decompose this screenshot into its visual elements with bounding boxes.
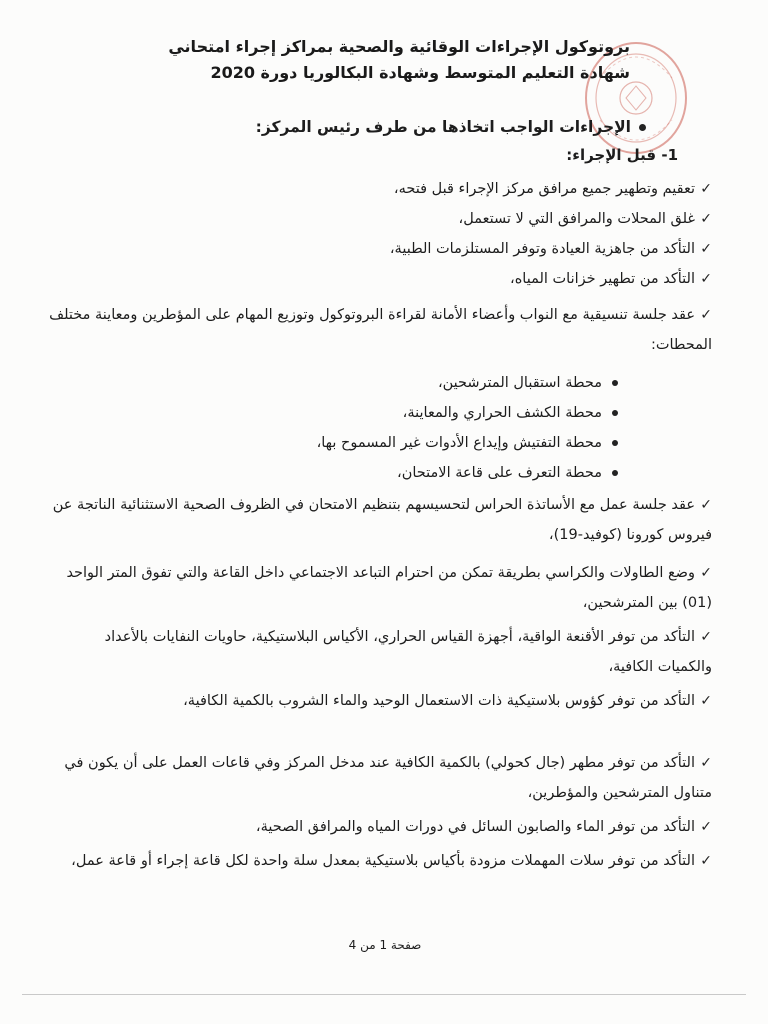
station-item-text: محطة استقبال المترشحين، [437,375,602,391]
checkmark-icon: ✓ [700,565,712,581]
bullet-icon [612,470,618,476]
checkmark-icon: ✓ [700,181,712,197]
section-heading [146,116,646,138]
checklist-item-text: التأكد من تطهير خزانات المياه، [510,271,695,287]
checklist-item [48,174,712,204]
checkmark-icon: ✓ [700,629,712,645]
checkmark-icon: ✓ [700,211,712,227]
checklist-item [48,846,712,876]
section-heading-text: الإجراءات الواجب اتخاذها من طرف رئيس المركز: [255,118,631,136]
checklist-item-text: التأكد من توفر سلات المهملات مزودة بأكياس بلاستيكية بمعدل سلة واحدة لكل قاعة إجراء أو قاعة عمل، [71,853,695,869]
station-item [218,462,618,484]
checklist-item-text: التأكد من جاهزية العيادة وتوفر المستلزمات الطبية، [389,241,695,257]
checklist-item [48,490,712,550]
checklist-item [48,300,712,360]
document-title-line2: شهادة التعليم المتوسط وشهادة البكالوريا دورة 2020 [210,63,630,82]
checkmark-icon: ✓ [700,819,712,835]
checklist-item [48,558,712,618]
station-item-text: محطة التعرف على قاعة الامتحان، [397,465,602,481]
checkmark-icon: ✓ [700,271,712,287]
bottom-divider [22,994,746,995]
checklist-item-text: عقد جلسة تنسيقية مع النواب وأعضاء الأمانة لقراءة البروتوكول وتوزيع المهام على المؤطرين ومعاينة مختلف المحطات: [49,307,712,353]
checklist-item [48,234,712,264]
station-item-text: محطة الكشف الحراري والمعاينة، [402,405,602,421]
station-item [218,432,618,454]
checkmark-icon: ✓ [700,497,712,513]
checklist-item [48,812,712,842]
page-number: صفحة 1 من 4 [348,938,422,952]
checkmark-icon: ✓ [700,307,712,323]
checklist-item-text: التأكد من توفر الأقنعة الواقية، أجهزة القياس الحراري، الأكياس البلاستيكية، حاويات النفايات بالأعداد والكميات الكافية، [104,629,712,675]
checklist-item-text: تعقيم وتطهير جميع مرافق مركز الإجراء قبل فتحه، [393,181,695,197]
checklist-item [48,204,712,234]
station-item [218,372,618,394]
checklist-item-text: غلق المحلات والمرافق التي لا تستعمل، [458,211,695,227]
bullet-icon [612,440,618,446]
sub-heading: 1- قبل الإجراء: [566,146,678,164]
bullet-icon [639,124,646,131]
checkmark-icon: ✓ [700,853,712,869]
bullet-icon [612,410,618,416]
checklist-item-text: التأكد من توفر الماء والصابون السائل في دورات المياه والمرافق الصحية، [255,819,695,835]
station-item [218,402,618,424]
checklist-item-text: التأكد من توفر مطهر (جال كحولي) بالكمية الكافية عند مدخل المركز وفي قاعات العمل على أن يكون في متناول المترشحين والمؤطرين، [64,755,712,801]
checkmark-icon: ✓ [700,755,712,771]
checklist-item-text: عقد جلسة عمل مع الأساتذة الحراس لتحسيسهم بتنظيم الامتحان في الظروف الصحية الاستثنائية الناتجة عن فيروس كورونا (كوفيد-19)، [52,497,712,543]
checklist-item [48,264,712,294]
checklist-item-text: التأكد من توفر كؤوس بلاستيكية ذات الاستعمال الوحيد والماء الشروب بالكمية الكافية، [183,693,695,709]
station-item-text: محطة التفتيش وإيداع الأدوات غير المسموح بها، [316,435,602,451]
checkmark-icon: ✓ [700,241,712,257]
document-title-line1: بروتوكول الإجراءات الوقائية والصحية بمراكز إجراء امتحاني [168,37,630,56]
bullet-icon [612,380,618,386]
checkmark-icon: ✓ [700,693,712,709]
checklist-item-text: وضع الطاولات والكراسي بطريقة تمكن من احترام التباعد الاجتماعي داخل القاعة والتي تفوق المتر الواحد (01) بين المترشحين، [66,565,712,611]
checklist-item [48,748,712,808]
checklist-item [48,622,712,682]
checklist-item [48,686,712,716]
